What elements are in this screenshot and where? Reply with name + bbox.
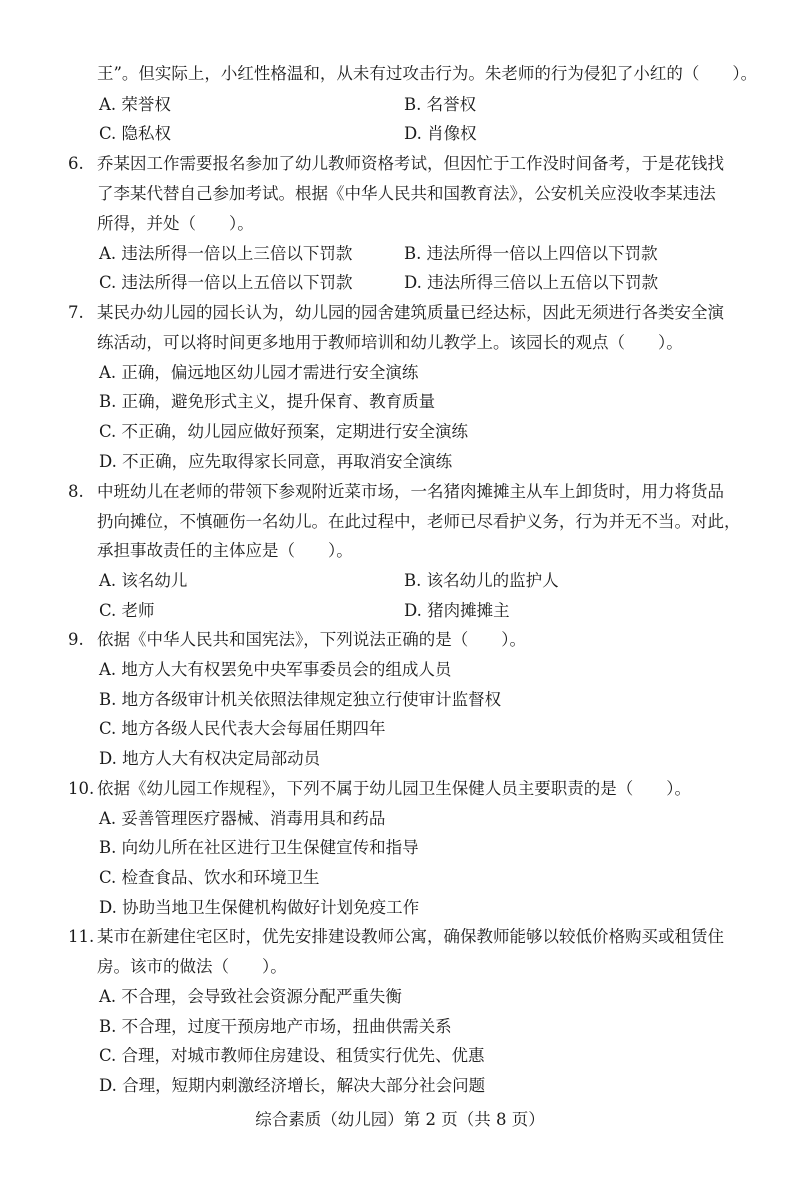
question-10-option-d: D. 协助当地卫生保健机构做好计划免疫工作: [99, 898, 420, 917]
question-7-option-a: A. 正确，偏远地区幼儿园才需进行安全演练: [99, 363, 419, 382]
question-11-stem-line-2: 房。该市的做法（ ）。: [97, 957, 287, 976]
question-5-option-c: C. 隐私权: [99, 124, 172, 143]
question-8-stem-line-1: 中班幼儿在老师的带领下参观附近菜市场，一名猪肉摊摊主从车上卸货时，用力将货品: [97, 482, 724, 501]
question-7-option-c: C. 不正确，幼儿园应做好预案，定期进行安全演练: [99, 422, 469, 441]
question-9-stem-line-1: 依据《中华人民共和国宪法》，下列说法正确的是（ ）。: [97, 630, 526, 649]
question-11-option-a: A. 不合理，会导致社会资源分配严重失衡: [99, 987, 402, 1006]
question-11-option-d: D. 合理，短期内刺激经济增长，解决大部分社会问题: [99, 1076, 486, 1095]
question-6-number: 6.: [68, 154, 84, 173]
question-9-number: 9.: [68, 630, 84, 649]
question-6-option-c: C. 违法所得一倍以上五倍以下罚款: [99, 273, 353, 292]
question-6-stem-line-3: 所得，并处（ ）。: [97, 214, 254, 233]
question-5-continuation: 王”。但实际上，小红性格温和，从未有过攻击行为。朱老师的行为侵犯了小红的（ ）。: [97, 64, 758, 83]
question-9-option-b: B. 地方各级审计机关依照法律规定独立行使审计监督权: [99, 690, 502, 709]
question-8-option-a: A. 该名幼儿: [99, 571, 188, 590]
page-footer: 综合素质（幼儿园）第 2 页（共 8 页）: [255, 1110, 545, 1129]
question-6-option-d: D. 违法所得三倍以上五倍以下罚款: [404, 273, 659, 292]
question-10-option-a: A. 妥善管理医疗器械、消毒用具和药品: [99, 809, 386, 828]
question-5-option-b: B. 名誉权: [404, 95, 477, 114]
question-8-stem-line-2: 扔向摊位，不慎砸伤一名幼儿。在此过程中，老师已尽看护义务，行为并无不当。对此，: [97, 512, 741, 531]
question-8-stem-line-3: 承担事故责任的主体应是（ ）。: [97, 541, 353, 560]
question-9-option-a: A. 地方人大有权罢免中央军事委员会的组成人员: [99, 660, 452, 679]
question-11-option-c: C. 合理，对城市教师住房建设、租赁实行优先、优惠: [99, 1046, 485, 1065]
question-7-option-b: B. 正确，避免形式主义，提升保育、教育质量: [99, 392, 436, 411]
question-10-number: 10.: [68, 779, 95, 798]
question-6-option-a: A. 违法所得一倍以上三倍以下罚款: [99, 244, 353, 263]
question-6-option-b: B. 违法所得一倍以上四倍以下罚款: [404, 244, 658, 263]
question-11-option-b: B. 不合理，过度干预房地产市场，扭曲供需关系: [99, 1017, 452, 1036]
question-5-option-d: D. 肖像权: [404, 124, 477, 143]
question-8-option-d: D. 猪肉摊摊主: [404, 601, 510, 620]
question-7-stem-line-1: 某民办幼儿园的园长认为，幼儿园的园舍建筑质量已经达标，因此无须进行各类安全演: [97, 303, 724, 322]
question-10-option-c: C. 检查食品、饮水和环境卫生: [99, 868, 320, 887]
question-7-option-d: D. 不正确，应先取得家长同意，再取消安全演练: [99, 452, 453, 471]
question-8-option-c: C. 老师: [99, 601, 155, 620]
question-11-stem-line-1: 某市在新建住宅区时，优先安排建设教师公寓，确保教师能够以较低价格购买或租赁住: [97, 927, 724, 946]
question-7-stem-line-2: 练活动，可以将时间更多地用于教师培训和幼儿教学上。该园长的观点（ ）。: [97, 333, 683, 352]
question-8-option-b: B. 该名幼儿的监护人: [404, 571, 559, 590]
question-6-stem-line-2: 了李某代替自己参加考试。根据《中华人民共和国教育法》，公安机关应没收李某违法: [97, 184, 716, 203]
question-9-option-c: C. 地方各级人民代表大会每届任期四年: [99, 719, 386, 738]
question-9-option-d: D. 地方人大有权决定局部动员: [99, 749, 321, 768]
question-8-number: 8.: [68, 482, 84, 501]
question-5-option-a: A. 荣誉权: [99, 95, 171, 114]
question-6-stem-line-1: 乔某因工作需要报名参加了幼儿教师资格考试，但因忙于工作没时间备考，于是花钱找: [97, 154, 724, 173]
question-11-number: 11.: [68, 927, 95, 946]
question-10-stem-line-1: 依据《幼儿园工作规程》，下列不属于幼儿园卫生保健人员主要职责的是（ ）。: [97, 779, 691, 798]
question-7-number: 7.: [68, 303, 84, 322]
question-10-option-b: B. 向幼儿所在社区进行卫生保健宣传和指导: [99, 838, 419, 857]
